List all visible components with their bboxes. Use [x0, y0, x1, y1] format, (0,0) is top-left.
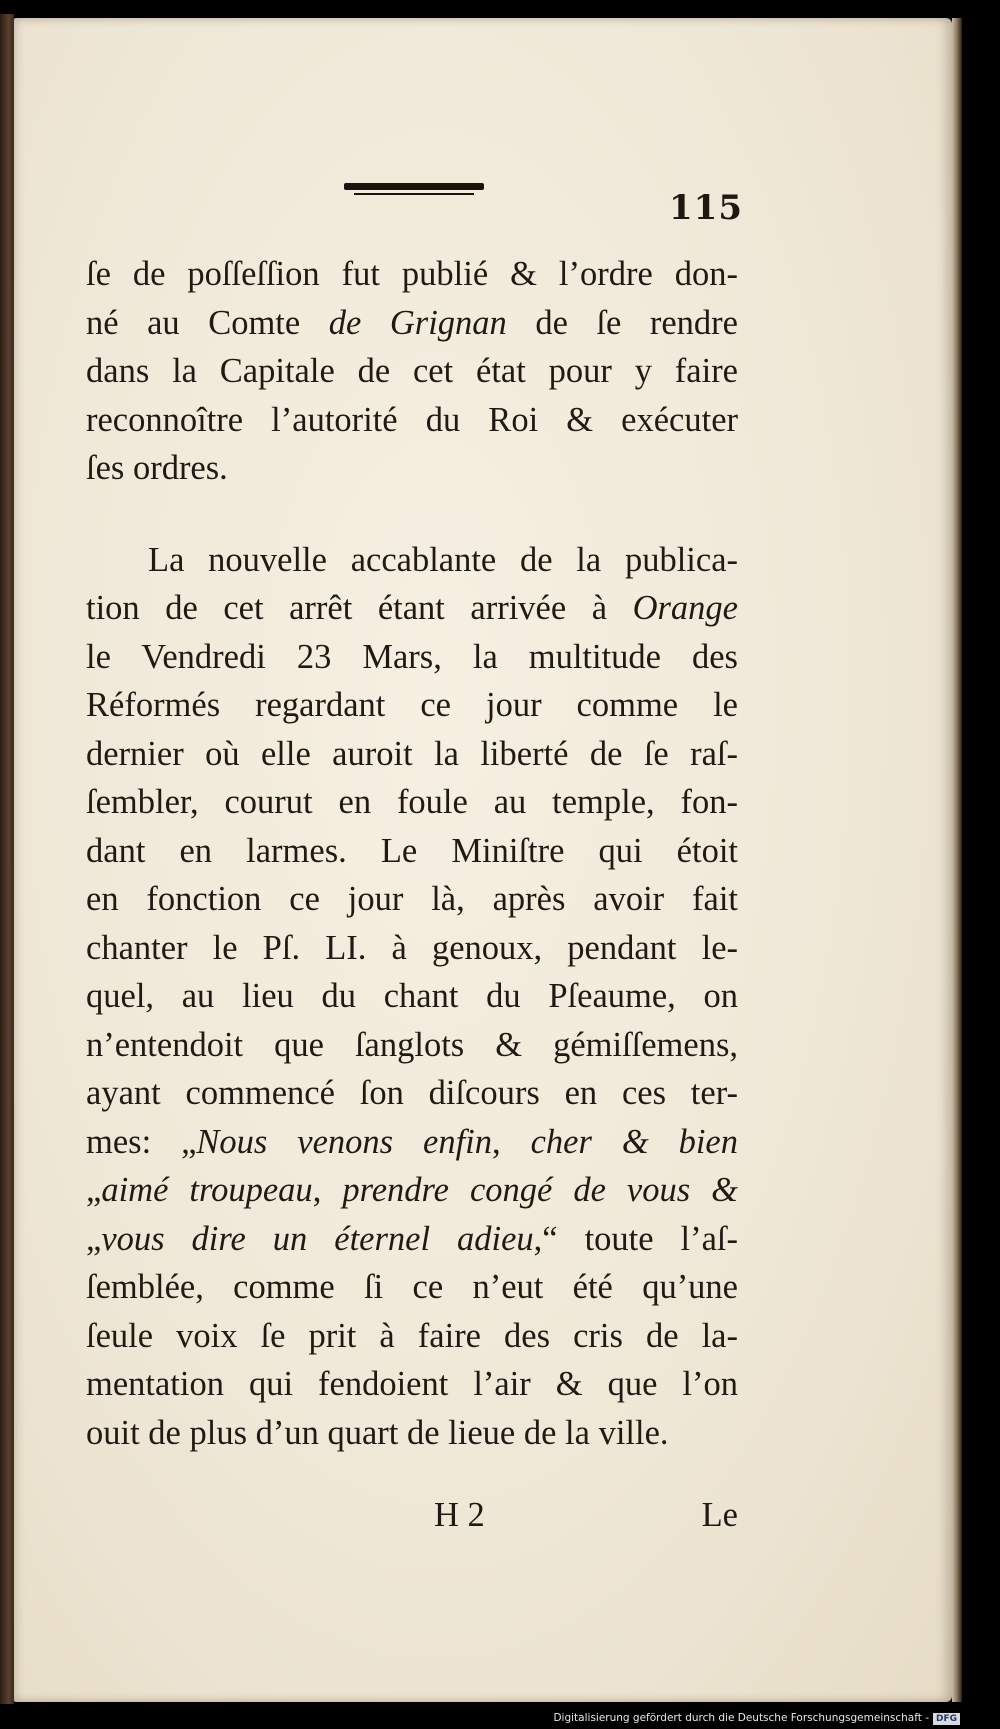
credit-text: Digitalisierung gefördert durch die Deutsche Forschungsgemeinschaft - [553, 1712, 929, 1724]
italic-run: Nous venons enfin [196, 1122, 493, 1161]
text-line [86, 1312, 738, 1361]
text-line [86, 1021, 738, 1070]
text-run: en fonction ce jour là, après avoir fait [86, 880, 738, 918]
text-line [86, 1069, 738, 1118]
text-line [86, 827, 738, 876]
text-run: tion de cet arrêt étant arrivée à [86, 589, 633, 627]
text-line [86, 730, 738, 779]
text-line [86, 299, 738, 348]
text-line [86, 1360, 738, 1409]
text-line [86, 1215, 738, 1264]
italic-run: de Grignan [328, 303, 507, 342]
text-line [86, 875, 738, 924]
text-run: ſembler, courut en foule au temple, fon- [86, 783, 738, 821]
text-run: Réformés regardant ce jour comme le [86, 686, 738, 724]
book-spine-edge [0, 14, 14, 1704]
text-run: , [492, 1122, 531, 1161]
text-run: né au Comte [86, 303, 329, 342]
text-line [86, 396, 738, 445]
italic-run: aimé troupeau [101, 1171, 313, 1209]
text-line [86, 1263, 738, 1312]
text-run: ſeule voix ſe prit à faire des cris de la- [86, 1316, 738, 1355]
text-run: ſe de poſſeſſion fut publié & l’ordre don- [86, 255, 738, 293]
text-line [86, 972, 738, 1021]
book-page [14, 18, 952, 1702]
text-run: mes: „ [86, 1122, 197, 1161]
text-run: mentation qui fendoient l’air & que l’on [86, 1365, 738, 1403]
text-run: reconnoître l’autorité du Roi & exécuter [86, 400, 738, 439]
text-run: dans la Capitale de cet état pour y faire [86, 352, 738, 390]
text-run: n’entendoit que ſanglots & gémiſſemens, [86, 1025, 738, 1064]
text-run: quel, au lieu du chant du Pſeaume, on [86, 977, 738, 1015]
page-number: 115 [669, 188, 743, 228]
ornament-thick-bar [344, 183, 484, 190]
text-line [86, 536, 738, 585]
text-run: ſemblée, comme ſi ce n’eut été qu’une [86, 1268, 738, 1306]
text-run: La nouvelle accablante de la publica- [148, 540, 738, 579]
page-footer [434, 1496, 738, 1544]
text-run: ſes ordres. [86, 449, 228, 487]
text-run: „ [86, 1219, 102, 1258]
paragraph-gap [86, 493, 738, 536]
text-line [86, 633, 738, 682]
text-line [86, 681, 738, 730]
text-run: ayant commencé ſon diſcours en ces ter- [86, 1074, 738, 1112]
text-run: ,“ toute l’aſ- [533, 1219, 738, 1258]
text-run: le Vendredi 23 Mars, la multitude des [86, 637, 738, 676]
text-run: „ [86, 1171, 102, 1209]
body-text [86, 250, 738, 1457]
digitization-credit [553, 1712, 960, 1725]
text-run: de ſe rendre [506, 303, 738, 342]
italic-run: cher & bien [530, 1122, 738, 1161]
text-line [86, 347, 738, 396]
page-fore-edge [952, 18, 962, 1702]
text-run: chanter le Pſ. LI. à genoux, pendant le- [86, 928, 738, 967]
text-line [86, 250, 738, 299]
dfg-logo: DFG [933, 1713, 960, 1725]
ornament-thin-bar [354, 193, 474, 195]
catchword: Le [701, 1496, 738, 1534]
text-run: ouit de plus d’un quart de lieue de la ville. [86, 1413, 669, 1452]
text-line [86, 1118, 738, 1167]
italic-run: Orange [632, 589, 738, 627]
italic-run: vous dire un éternel adieu [101, 1219, 534, 1258]
text-line [86, 778, 738, 827]
text-line [86, 444, 738, 493]
text-run: dernier où elle auroit la liberté de ſe raſ- [86, 734, 738, 773]
text-line [86, 924, 738, 973]
text-line [86, 1166, 738, 1215]
header-ornament-rule [344, 183, 484, 197]
signature-mark: H 2 [434, 1496, 485, 1534]
text-run: dant en larmes. Le Miniſtre qui étoit [86, 831, 738, 870]
text-line [86, 1409, 738, 1458]
text-run: , [312, 1171, 343, 1209]
text-line [86, 584, 738, 633]
italic-run: prendre congé de vous & [342, 1171, 738, 1209]
